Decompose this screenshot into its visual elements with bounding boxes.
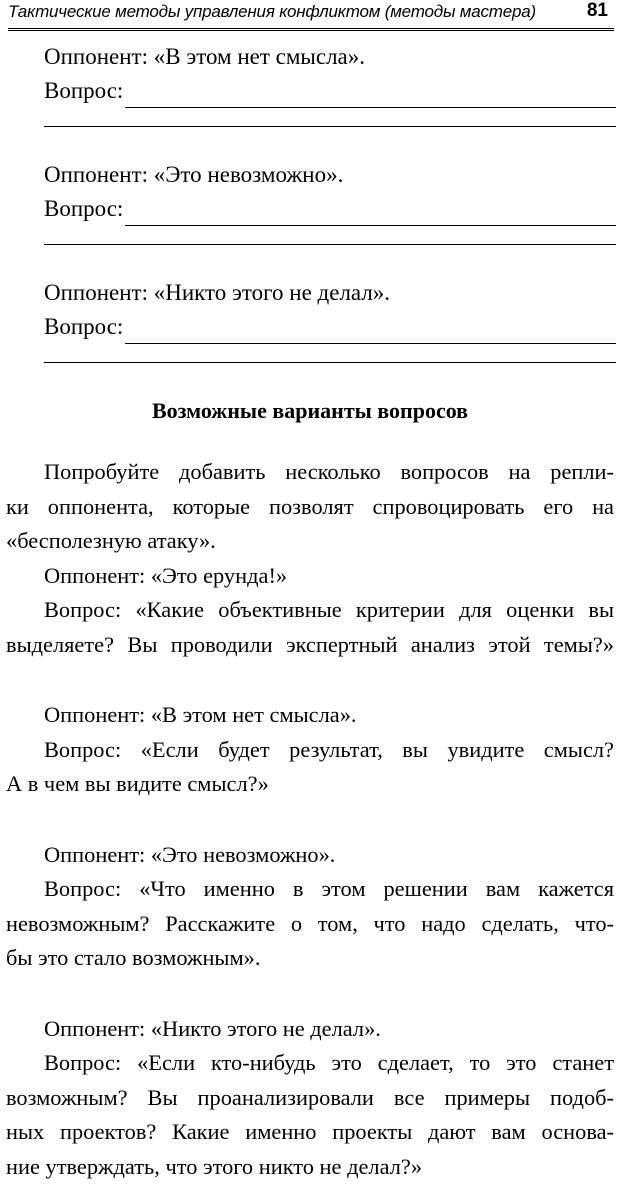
exercise-1: [44, 40, 616, 127]
body-line: «бесполезную атаку».: [6, 524, 614, 559]
page-number: 81: [587, 0, 608, 22]
body-line: выделяете? Вы проводили экспертный анализ этой темы?»: [6, 628, 614, 663]
exercise-question-label: Вопрос:: [44, 310, 123, 344]
body-line: возможным? Вы проанализировали все примеры подоб-: [6, 1081, 614, 1116]
answer-blank-line[interactable]: [44, 108, 616, 127]
answer-blank[interactable]: [125, 85, 616, 108]
answer-blank[interactable]: [125, 321, 616, 344]
section-title: Возможные варианты вопросов: [0, 394, 620, 428]
exercise-opponent: Оппонент: «Никто этого не делал».: [44, 276, 390, 310]
body-line: Оппонент: «Это невозможно».: [6, 838, 614, 873]
body-line: Попробуйте добавить несколько вопросов на репли-: [6, 455, 614, 490]
answer-blank[interactable]: [125, 203, 616, 226]
exercise-3: [44, 276, 616, 363]
body-line: Вопрос: «Какие объективные критерии для оценки вы: [6, 593, 614, 628]
body-line: ки оппонента, которые позволят спровоцировать его на: [6, 490, 614, 525]
body-line: Оппонент: «Никто этого не делал».: [6, 1012, 614, 1047]
exercise-question-label: Вопрос:: [44, 74, 123, 108]
body-line: Вопрос: «Если будет результат, вы увидите смысл?: [6, 733, 614, 768]
body-line: Оппонент: «Это ерунда!»: [6, 559, 614, 594]
exercise-2: [44, 158, 616, 245]
body-line: невозможным? Расскажите о том, что надо сделать, что-: [6, 907, 614, 942]
exercise-opponent: Оппонент: «В этом нет смысла».: [44, 40, 365, 74]
body-line: Вопрос: «Что именно в этом решении вам кажется: [6, 872, 614, 907]
body-line: ных проектов? Какие именно проекты дают вам основа-: [6, 1115, 614, 1150]
body-line: ние утверждать, что этого никто не делал?»: [6, 1150, 614, 1184]
body-line: А в чем вы видите смысл?»: [6, 767, 614, 802]
body-line: Оппонент: «В этом нет смысла».: [6, 698, 614, 733]
body-line: бы это стало возможным».: [6, 941, 614, 976]
answer-blank-line[interactable]: [44, 226, 616, 245]
exercise-opponent: Оппонент: «Это невозможно».: [44, 158, 343, 192]
answer-blank-line[interactable]: [44, 344, 616, 363]
body-line: Вопрос: «Если кто-нибудь это сделает, то это станет: [6, 1046, 614, 1081]
section-body: [6, 455, 614, 1184]
running-header: [8, 0, 614, 31]
header-title: Тактические методы управления конфликтом (методы мастера): [8, 2, 536, 22]
exercise-question-label: Вопрос:: [44, 192, 123, 226]
